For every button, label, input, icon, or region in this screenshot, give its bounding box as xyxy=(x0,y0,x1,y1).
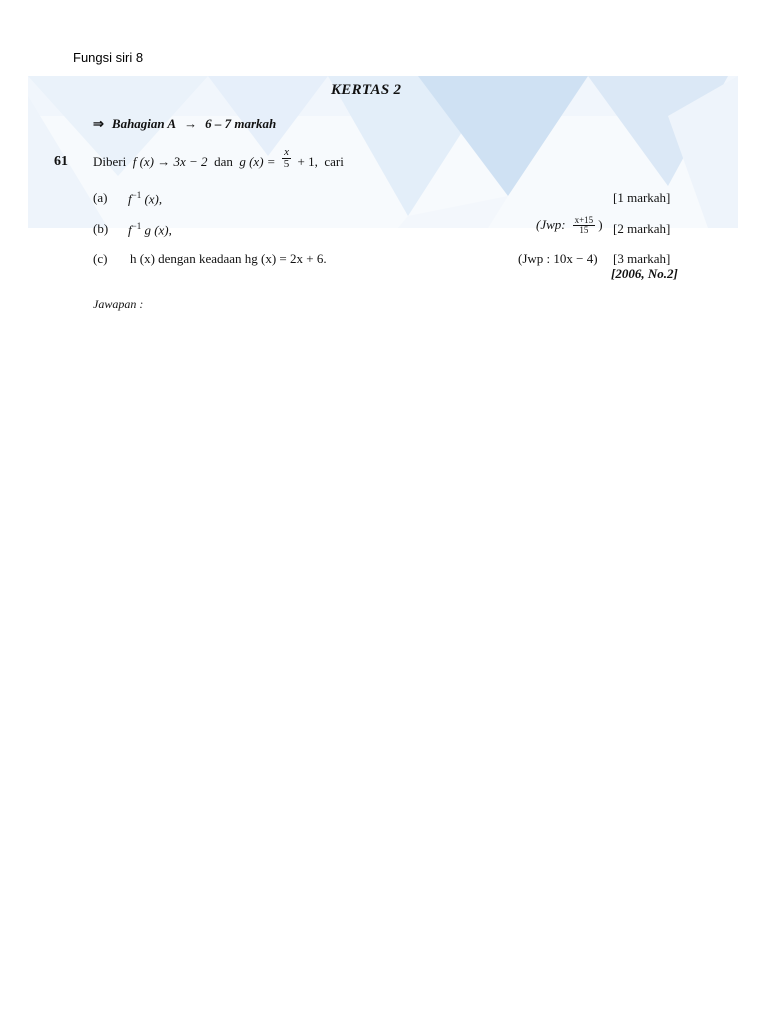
part-c-answer: (Jwp : 10x − 4) xyxy=(518,251,598,266)
double-arrow-icon: ⇒ xyxy=(93,116,104,131)
part-a-sup: −1 xyxy=(131,190,142,200)
answer-label: Jawapan : xyxy=(93,297,144,311)
part-a-label: (a) xyxy=(93,190,108,205)
section-name: Bahagian A xyxy=(111,116,177,131)
arrow-icon: → xyxy=(184,116,198,131)
part-b-answer xyxy=(536,216,603,235)
g-fraction-denominator: 5 xyxy=(283,157,290,170)
function-f-definition: f (x) → 3x − 2 xyxy=(132,154,208,169)
part-b-answer-denominator: 15 xyxy=(579,225,589,235)
part-b-sup: −1 xyxy=(131,221,142,231)
part-b-answer-fraction xyxy=(573,216,596,235)
page-header: Fungsi siri 8 xyxy=(73,50,144,65)
question-number: 61 xyxy=(54,154,68,169)
part-b-answer-prefix: (Jwp: xyxy=(536,217,566,233)
question-reference: [2006, No.2] xyxy=(611,266,678,281)
function-g-rhs: + 1, xyxy=(297,154,318,169)
part-a-text xyxy=(128,190,162,207)
paper-title: KERTAS 2 xyxy=(331,82,402,98)
part-b-rest: g (x), xyxy=(141,222,172,238)
part-c-text: h (x) dengan keadaan hg (x) = 2x + 6. xyxy=(130,251,327,266)
part-c-label: (c) xyxy=(93,251,108,266)
g-fraction-numerator: x xyxy=(282,147,292,159)
part-a-f: f xyxy=(128,191,132,207)
ask-word: cari xyxy=(324,154,344,169)
part-b-f: f xyxy=(128,222,132,238)
g-fraction xyxy=(282,147,292,170)
question-stem xyxy=(93,145,344,170)
part-c-marks: [3 markah] xyxy=(613,251,671,266)
part-b-marks: [2 markah] xyxy=(613,221,671,236)
part-b-answer-numerator: x+15 xyxy=(574,215,594,225)
section-heading xyxy=(93,116,276,132)
connector-word: dan xyxy=(214,154,233,169)
given-prefix: Diberi xyxy=(93,154,127,169)
part-a-marks: [1 markah] xyxy=(613,190,671,205)
part-b-text xyxy=(128,221,172,238)
function-g-lhs: g (x) = xyxy=(239,154,276,169)
part-a-rest: (x), xyxy=(141,191,163,207)
section-marks: 6 – 7 markah xyxy=(205,116,277,131)
part-b-label: (b) xyxy=(93,221,109,236)
part-b-answer-suffix: ) xyxy=(598,217,603,233)
